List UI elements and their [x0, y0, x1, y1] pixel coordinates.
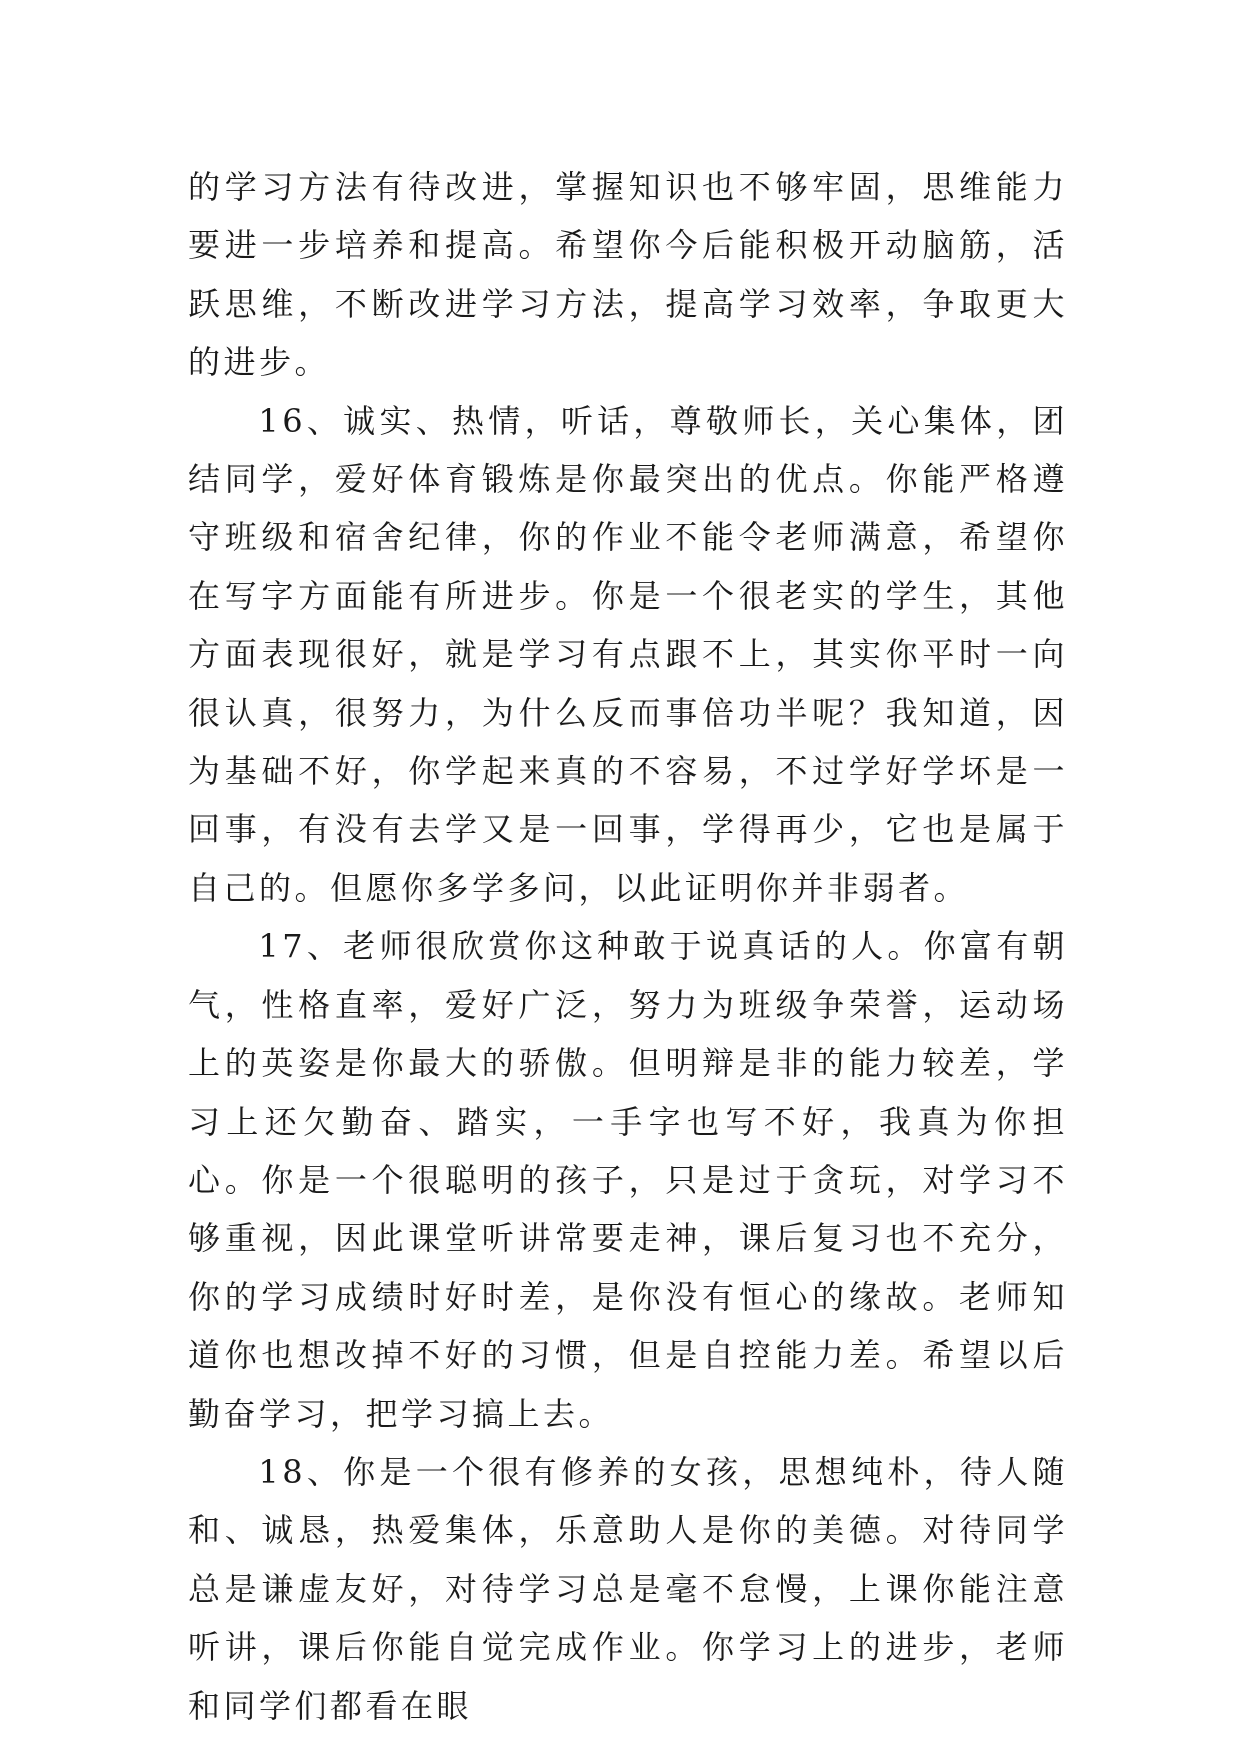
paragraph-continued: 的学习方法有待改进，掌握知识也不够牢固，思维能力要进一步培养和提高。希望你今后能积极开动脑筋，活跃思维，不断改进学习方法，提高学习效率，争取更大的进步。: [188, 168, 1068, 382]
paragraph-comment-16: 16、诚实、热情，听话，尊敬师长，关心集体，团结同学，爱好体育锻炼是你最突出的优点。你能严格遵守班级和宿舍纪律，你的作业不能令老师满意，希望你在写字方面能有所进步。你是一个很老实的学生，其他方面表现很好，就是学习有点跟不上，其实你平时一向很认真，很努力，为什么反而事倍功半呢？我知道，因为基础不好，你学起来真的不容易，不过学好学坏是一回事，有没有去学又是一回事，学得再少，它也是属于自己的。但愿你多学多问，以此证明你并非弱者。: [188, 401, 1068, 907]
paragraph-comment-18: 18、你是一个很有修养的女孩，思想纯朴，待人随和、诚恳，热爱集体，乐意助人是你的美德。对待同学总是谦虚友好，对待学习总是毫不怠慢，上课你能注意听讲，课后你能自觉完成作业。你学习上的进步，老师和同学们都看在眼: [188, 1452, 1068, 1725]
paragraph-comment-17: 17、老师很欣赏你这种敢于说真话的人。你富有朝气，性格直率，爱好广泛，努力为班级争荣誉，运动场上的英姿是你最大的骄傲。但明辩是非的能力较差，学习上还欠勤奋、踏实，一手字也写不好，我真为你担心。你是一个很聪明的孩子，只是过于贪玩，对学习不够重视，因此课堂听讲常要走神，课后复习也不充分，你的学习成绩时好时差，是你没有恒心的缘故。老师知道你也想改掉不好的习惯，但是自控能力差。希望以后勤奋学习，把学习搞上去。: [188, 927, 1068, 1433]
document-body: [188, 158, 1068, 1735]
